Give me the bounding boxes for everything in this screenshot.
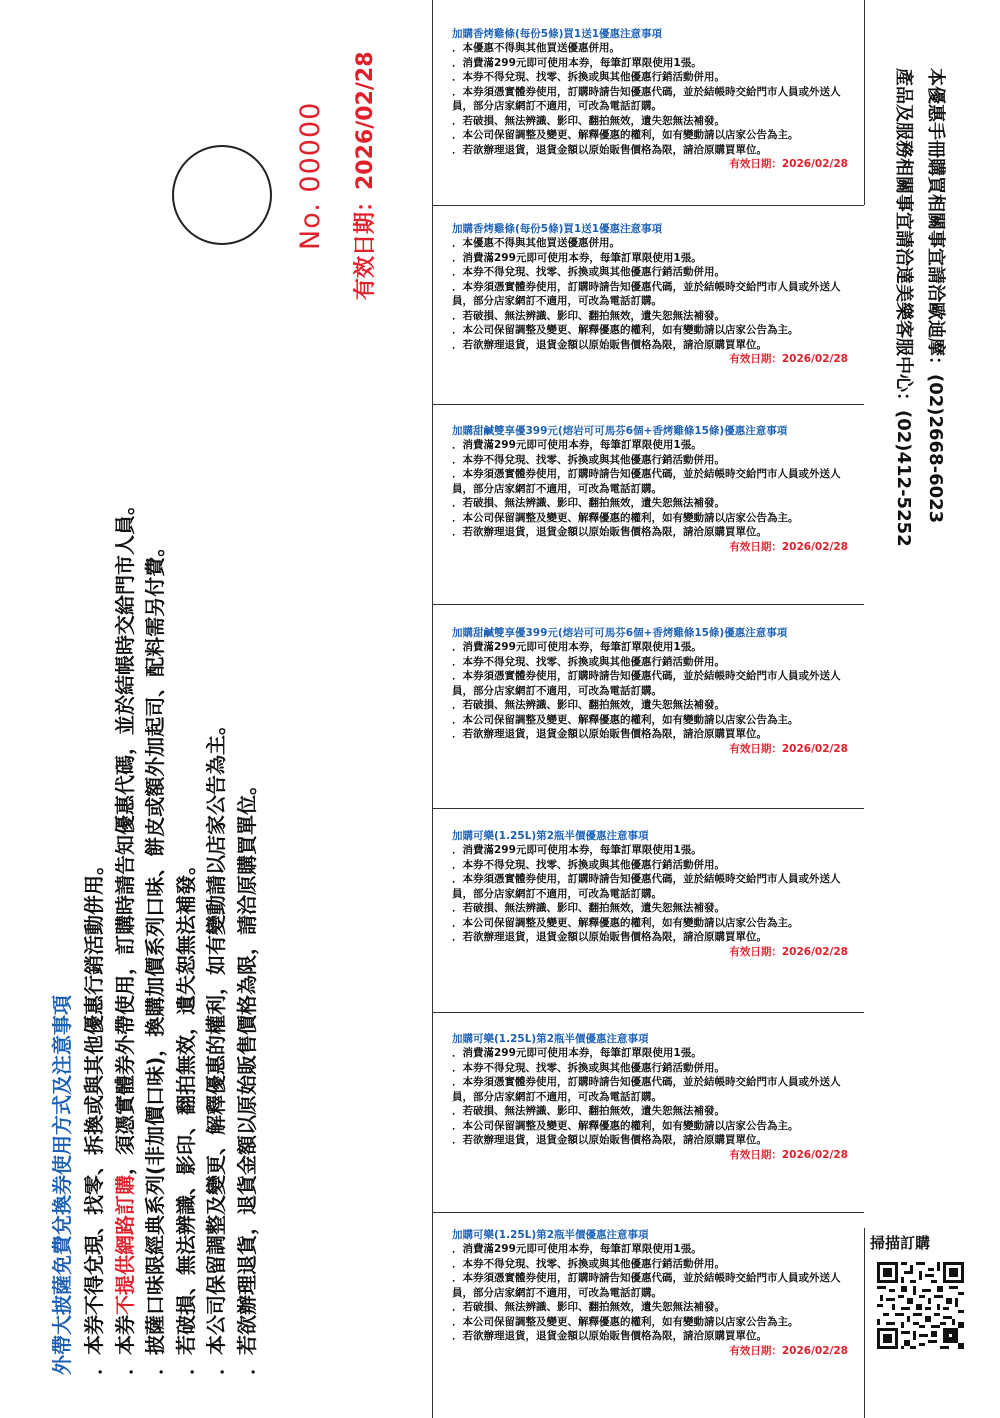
coupon-item: ．本券須憑實體券使用，訂購時請告知優惠代碼，並於結帳時交給門市人員或外送人員，部分店家網訂不適用，可改為電話訂購。 <box>452 280 841 307</box>
main-notice-text: ．本券 <box>112 1315 137 1375</box>
main-notice-text: ，須憑實體券外帶使用，訂購時請告知優惠代碼，並於結帳時交給門市人員。 <box>112 495 137 1175</box>
coupon-item: ．若破損、無法辨識、影印、翻拍無效，遺失恕無法補發。 <box>452 114 725 127</box>
coupon-title: 加購甜鹹雙享優399元(熔岩可可馬芬6個+香烤雞條15條)優惠注意事項 <box>452 425 788 437</box>
coupon-item: ．本公司保留調整及變更、解釋優惠的權利，如有變動請以店家公告為主。 <box>452 324 799 336</box>
coupon-item: ．本券不得兌現、找零、拆換或與其他優惠行銷活動併用。 <box>452 655 725 668</box>
coupon <box>452 222 848 366</box>
coupon-item: ．若欲辦理退貨，退貨金額以原始販售價格為限，請洽原購買單位。 <box>452 338 767 351</box>
coupon-title: 加購香烤雞條(每份5條)買1送1優惠注意事項 <box>452 28 663 40</box>
coupon-item: ．本公司保留調整及變更、解釋優惠的權利，如有變動請以店家公告為主。 <box>452 916 799 929</box>
coupon-title: 加購可樂(1.25L)第2瓶半價優惠注意事項 <box>452 1033 649 1045</box>
coupon-item: ．本券不得兌現、找零、拆換或與其他優惠行銷活動併用。 <box>452 1061 725 1074</box>
coupon-divider <box>432 404 864 405</box>
coupon-item: ．本公司保留調整及變更、解釋優惠的權利，如有變動請以店家公告為主。 <box>452 1119 799 1132</box>
coupon-item: ．若欲辦理退貨，退貨金額以原始販售價格為限，請洽原購買單位。 <box>452 1330 767 1342</box>
coupon-title: 加購甜鹹雙享優399元(熔岩可可馬芬6個+香烤雞條15條)優惠注意事項 <box>452 627 788 639</box>
punch-hole-circle <box>172 145 272 245</box>
service-contact: 產品及服務相關事宜請洽達美樂客服中心：(02)412-5252 <box>893 68 914 547</box>
coupon-item: ．消費滿299元即可使用本券，每筆訂單限使用1張。 <box>452 439 702 451</box>
coupon <box>452 424 848 554</box>
main-notice-item <box>79 95 110 1375</box>
main-notice <box>45 95 263 1375</box>
coupon-item: ．本券須憑實體券使用，訂購時請告知優惠代碼，並於結帳時交給門市人員或外送人員，部分店家網訂不適用，可改為電話訂購。 <box>452 1272 841 1299</box>
coupon-item: ．本公司保留調整及變更、解釋優惠的權利，如有變動請以店家公告為主。 <box>452 511 799 524</box>
coupon-item: ．消費滿299元即可使用本券，每筆訂單限使用1張。 <box>452 641 702 653</box>
coupon-item: ．若破損、無法辨識、影印、翻拍無效，遺失恕無法補發。 <box>452 497 725 509</box>
coupon-item: ．本優惠不得與其他買送優惠併用。 <box>452 42 620 54</box>
coupon <box>452 1228 848 1358</box>
coupon-item: ．本優惠不得與其他買送優惠併用。 <box>452 237 620 249</box>
main-notice-item <box>140 95 171 1375</box>
main-expiry-date: 有效日期：2026/02/28 <box>353 51 378 300</box>
coupon-title: 加購可樂(1.25L)第2瓶半價優惠注意事項 <box>452 830 649 842</box>
coupon-item: ．本券不得兌現、找零、拆換或與其他優惠行銷活動併用。 <box>452 453 725 466</box>
coupon <box>452 626 848 756</box>
coupon-item: ．本券須憑實體券使用，訂購時請告知優惠代碼，並於結帳時交給門市人員或外送人員，部分店家網訂不適用，可改為電話訂購。 <box>452 1076 841 1103</box>
coupon-item: ．本公司保留調整及變更、解釋優惠的權利，如有變動請以店家公告為主。 <box>452 1315 799 1328</box>
coupon-title: 加購可樂(1.25L)第2瓶半價優惠注意事項 <box>452 1229 649 1241</box>
coupon-item: ．本券須憑實體券使用，訂購時請告知優惠代碼，並於結帳時交給門市人員或外送人員，部分店家網訂不適用，可改為電話訂購。 <box>452 670 841 697</box>
serial-number: No. 00000 <box>295 101 326 250</box>
coupon-item: ．若破損、無法辨識、影印、翻拍無效，遺失恕無法補發。 <box>452 1105 725 1117</box>
coupon-expiry: 有效日期：2026/02/28 <box>729 540 848 553</box>
coupon-item: ．本券須憑實體券使用，訂購時請告知優惠代碼，並於結帳時交給門市人員或外送人員，部分店家網訂不適用，可改為電話訂購。 <box>452 873 841 900</box>
main-notice-title: 外帶大披薩免費兌換券使用方式及注意事項 <box>50 995 74 1375</box>
coupon-expiry: 有效日期：2026/02/28 <box>729 353 848 365</box>
coupon-item: ．本公司保留調整及變更、解釋優惠的權利，如有變動請以店家公告為主。 <box>452 129 799 141</box>
coupon-expiry: 有效日期：2026/02/28 <box>729 1344 848 1357</box>
cut-line-left <box>432 0 433 1418</box>
scan-order-label: 掃描訂購 <box>870 1234 931 1252</box>
coupon-item: ．若欲辦理退貨，退貨金額以原始販售價格為限，請洽原購買單位。 <box>452 931 767 943</box>
coupon-divider <box>432 1212 864 1213</box>
main-notice-text: ．本券不得兌現、找零、拆換或與其他優惠行銷活動併用。 <box>82 855 106 1375</box>
coupon-title: 加購香烤雞條(每份5條)買1送1優惠注意事項 <box>452 223 663 235</box>
coupon-item: ．消費滿299元即可使用本券，每筆訂單限使用1張。 <box>452 1047 702 1059</box>
qr-code-icon[interactable] <box>877 1262 964 1349</box>
coupon-item: ．消費滿299元即可使用本券，每筆訂單限使用1張。 <box>452 56 702 69</box>
coupon-divider <box>432 1012 864 1013</box>
cut-line-right-bottom <box>864 1228 865 1418</box>
coupon <box>452 829 848 959</box>
coupon-item: ．本券不得兌現、找零、拆換或與其他優惠行銷活動併用。 <box>452 858 725 871</box>
coupon-item: ．若欲辦理退貨，退貨金額以原始販售價格為限，請洽原購買單位。 <box>452 1134 767 1146</box>
coupon-item: ．若破損、無法辨識、影印、翻拍無效，遺失恕無法補發。 <box>452 699 725 711</box>
coupon-item: ．若欲辦理退貨，退貨金額以原始販售價格為限，請洽原購買單位。 <box>452 143 767 156</box>
main-notice-text: ．本公司保留調整及變更、解釋優惠的權利，如有變動請以店家公告為主。 <box>204 715 229 1375</box>
main-notice-text: ．若欲辦理退貨，退貨金額以原始販售價格為限，請洽原購買單位。 <box>234 775 259 1375</box>
cut-line-right <box>864 0 865 205</box>
coupon-divider <box>432 808 864 809</box>
coupon <box>452 1032 848 1162</box>
coupon-expiry: 有效日期：2026/02/28 <box>729 158 848 170</box>
coupon-item: ．消費滿299元即可使用本券，每筆訂單限使用1張。 <box>452 251 702 264</box>
coupon-item: ．若破損、無法辨識、影印、翻拍無效，遺失恕無法補發。 <box>452 309 725 322</box>
coupon-item: ．本券不得兌現、找零、拆換或與其他優惠行銷活動併用。 <box>452 266 725 278</box>
coupon-item: ．本券不得兌現、找零、拆換或與其他優惠行銷活動併用。 <box>452 1257 725 1270</box>
main-notice-item <box>232 95 263 1375</box>
coupon-item: ．本券須憑實體券使用，訂購時請告知優惠代碼，並於結帳時交給門市人員或外送人員，部分店家網訂不適用，可改為電話訂購。 <box>452 85 841 112</box>
coupon-expiry: 有效日期：2026/02/28 <box>729 742 848 755</box>
coupon-item: ．若破損、無法辨識、影印、翻拍無效，遺失恕無法補發。 <box>452 902 725 914</box>
main-notice-text: ．若破損、無法辨識、影印、翻拍無效，遺失恕無法補發。 <box>173 855 198 1375</box>
coupon-item: ．本券須憑實體券使用，訂購時請告知優惠代碼，並於結帳時交給門市人員或外送人員，部分店家網訂不適用，可改為電話訂購。 <box>452 468 841 495</box>
main-notice-text: ．披薩口味限經典系列(非加價口味)，換購加價系列口味、餅皮或額外加起司、配料需另付費。 <box>143 536 168 1375</box>
coupon-item: ．消費滿299元即可使用本券，每筆訂單限使用1張。 <box>452 844 702 856</box>
coupon-expiry: 有效日期：2026/02/28 <box>729 945 848 958</box>
coupon-item: ．若欲辦理退貨，退貨金額以原始販售價格為限，請洽原購買單位。 <box>452 728 767 740</box>
coupon-divider <box>432 604 864 605</box>
coupon-item: ．消費滿299元即可使用本券，每筆訂單限使用1張。 <box>452 1243 702 1255</box>
coupon <box>452 27 848 171</box>
no-online-order-highlight: 不提供網路訂購 <box>112 1175 137 1315</box>
coupon-item: ．若破損、無法辨識、影印、翻拍無效，遺失恕無法補發。 <box>452 1301 725 1313</box>
coupon-item: ．若欲辦理退貨，退貨金額以原始販售價格為限，請洽原購買單位。 <box>452 526 767 538</box>
coupon-item: ．本公司保留調整及變更、解釋優惠的權利，如有變動請以店家公告為主。 <box>452 713 799 726</box>
purchase-contact: 本優惠手冊購買相關事宜請洽歐迪摩：(02)2668-6023 <box>925 68 946 524</box>
main-notice-item <box>171 95 202 1375</box>
coupon-divider <box>432 205 864 206</box>
main-notice-item <box>201 95 232 1375</box>
coupon-item: ．本券不得兌現、找零、拆換或與其他優惠行銷活動併用。 <box>452 71 725 83</box>
coupon-expiry: 有效日期：2026/02/28 <box>729 1148 848 1161</box>
main-notice-item <box>110 95 141 1375</box>
